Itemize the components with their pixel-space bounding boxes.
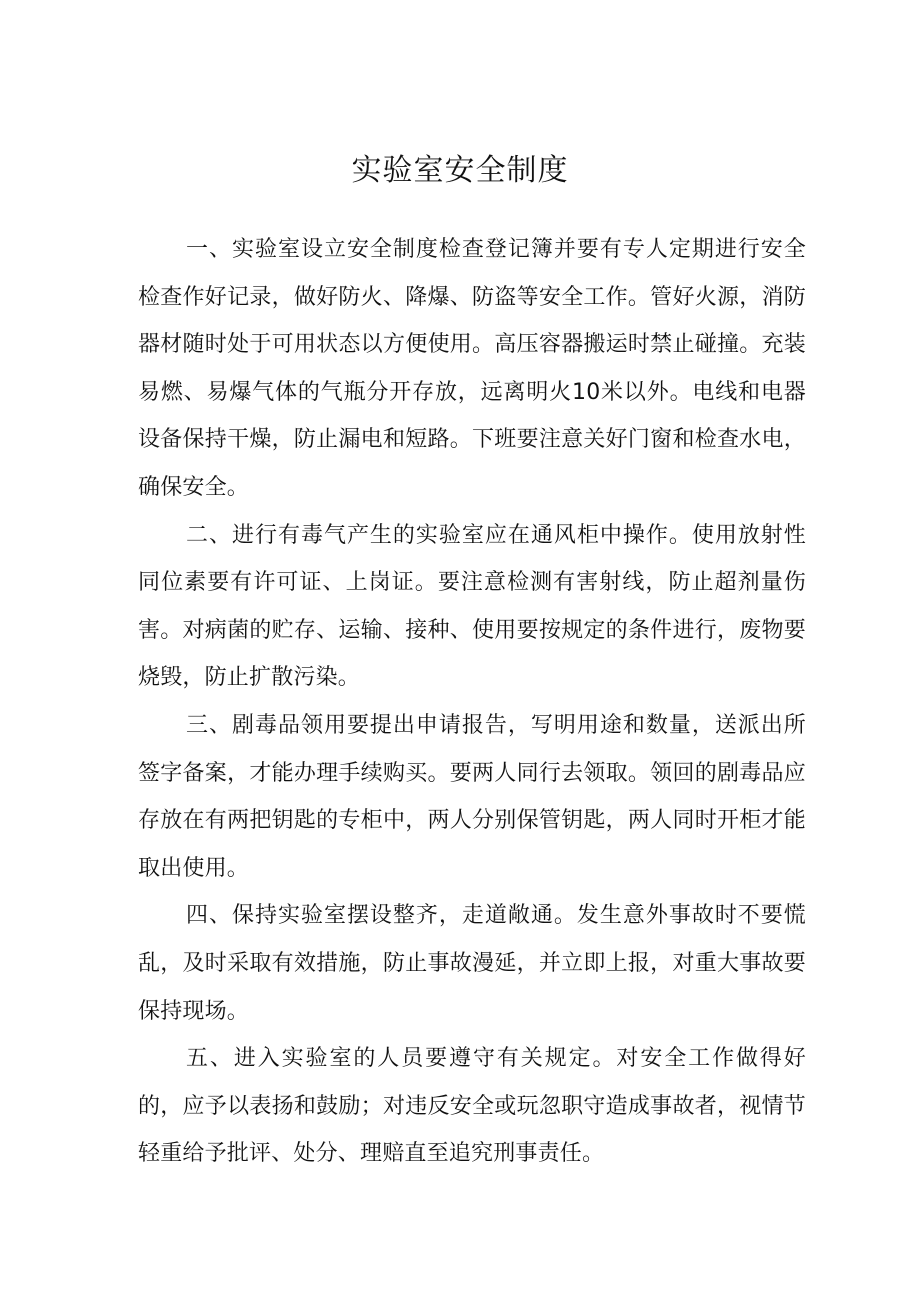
paragraph-1: 一、实验室设立安全制度检查登记簿并要有专人定期进行安全检查作好记录，做好防火、降爆、防盗等安全工作。管好火源，消防器材随时处于可用状态以方便使用。高压容器搬运时禁止碰撞。充装易燃、易爆气体的气瓶分开存放，远离明火10米以外。电线和电器设备保持干燥，防止漏电和短路。下班要注意关好门窗和检查水电，确保安全。 bbox=[138, 237, 806, 500]
paragraph-5: 五、进入实验室的人员要遵守有关规定。对安全工作做得好的，应予以表扬和鼓励；对违反安全或玩忽职守造成事故者，视情节轻重给予批评、处分、理赔直至追究刑事责任。 bbox=[138, 1046, 806, 1167]
paragraph-3: 三、剧毒品领用要提出申请报告，写明用途和数量，送派出所签字备案，才能办理手续购买。要两人同行去领取。领回的剧毒品应存放在有两把钥匙的专柜中，两人分别保管钥匙，两人同时开柜才能取出使用。 bbox=[138, 712, 806, 881]
paragraph-4: 四、保持实验室摆设整齐，走道敞通。发生意外事故时不要慌乱，及时采取有效措施，防止事故漫延，并立即上报，对重大事故要保持现场。 bbox=[138, 903, 806, 1024]
paragraph-2: 二、进行有毒气产生的实验室应在通风柜中操作。使用放射性同位素要有许可证、上岗证。要注意检测有害射线，防止超剂量伤害。对病菌的贮存、运输、接种、使用要按规定的条件进行，废物要烧毁，防止扩散污染。 bbox=[138, 522, 806, 691]
page-title: 实验室安全制度 bbox=[351, 153, 569, 188]
document-body bbox=[138, 226, 806, 1178]
